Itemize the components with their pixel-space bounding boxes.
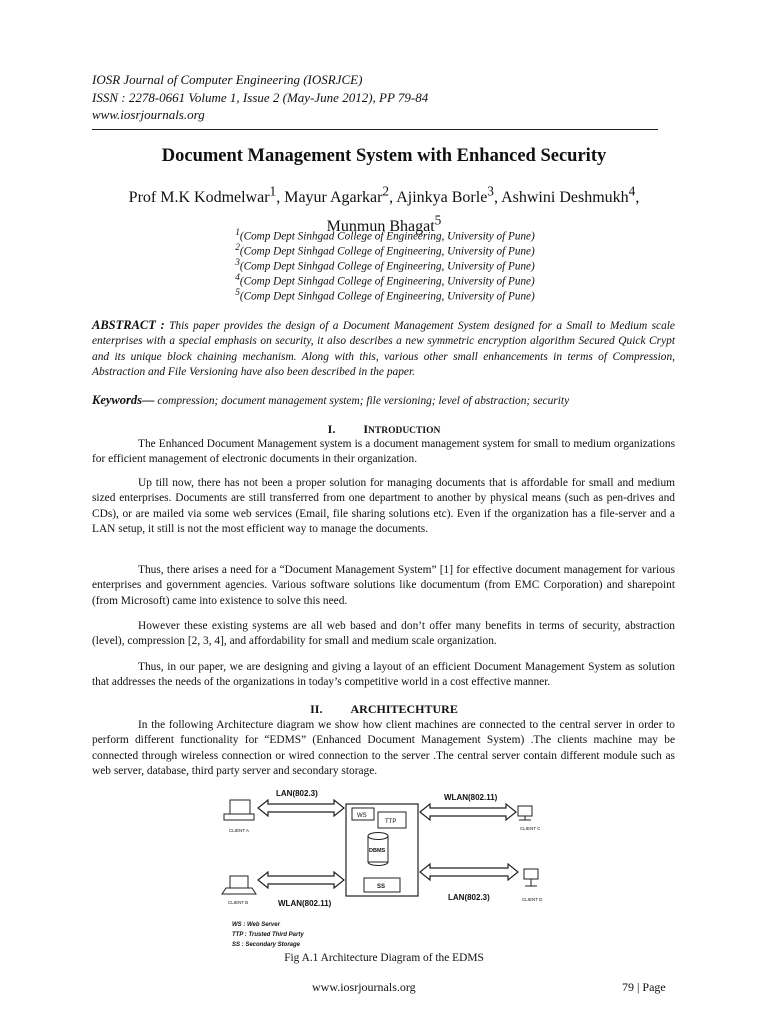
client-d-computer-icon: [524, 869, 538, 886]
lan-bottom-label: LAN(802.3): [448, 893, 490, 902]
affiliation: $^5$(Comp Dept Sinhgad College of Engineering, University of Pune): [235, 288, 535, 303]
journal-issn: ISSN : 2278-0661 Volume 1, Issue 2 (May-June 2012), PP 79-84: [92, 90, 429, 105]
section-heading-architecture: II. ARCHITECHTURE: [310, 702, 458, 716]
arrow-wlan-top: [420, 804, 516, 820]
author: Prof M.K Kodmelwar$^1$,: [128, 184, 285, 207]
wlan-top-label: WLAN(802.11): [444, 793, 498, 802]
header-rule: [92, 129, 658, 130]
affiliation: $^4$(Comp Dept Sinhgad College of Engineering, University of Pune): [235, 273, 535, 288]
legend-item: TTP : Trusted Third Party: [232, 932, 304, 938]
ttp-label: TTP: [385, 819, 397, 825]
author: Munmun Bhagat$^5$: [326, 212, 442, 235]
affiliation: $^3$(Comp Dept Sinhgad College of Engineering, University of Pune): [235, 258, 535, 273]
abstract: [92, 318, 675, 380]
lan-top-label: LAN(802.3): [276, 789, 318, 798]
client-b-laptop-icon: [222, 876, 256, 894]
keywords: [92, 393, 569, 408]
affiliation: $^2$(Comp Dept Sinhgad College of Engineering, University of Pune): [235, 243, 535, 258]
paragraph: Thus, in our paper, we are designing and giving a layout of an efficient Document Management System as solution that addresses the needs of the organizations in today’s competitive world in a cost effective manner.: [92, 661, 675, 689]
client-a-computer-icon: [224, 800, 254, 820]
paragraph: Up till now, there has not been a proper solution for managing documents that is affordable for small and medium sized enterprises. Documents are still transferred from one department to another by physical means (such as pen-drives and CDs), or are mailed via some web services (Email, file sharing solutions etc). Even if the organization has a file-server and a LAN setup, it still is not the most efficient way to manage the documents.: [92, 477, 675, 536]
paper-title: Document Management System with Enhanced Security: [161, 146, 607, 166]
dbms-label: DBMS: [369, 848, 386, 854]
client-c-label: CLIENT C: [520, 826, 541, 831]
arrow-lan-top: [258, 800, 344, 816]
client-a-label: CLIENT A: [229, 828, 249, 833]
client-d-label: CLIENT D: [522, 897, 543, 902]
legend-item: SS : Secondary Storage: [232, 942, 301, 948]
paragraph: Thus, there arises a need for a “Document Management System” [1] for effective document management for various enterprises and government agencies. Various software solutions like documentum (from EMC Corporation) and sharepoint (from Microsoft) came into existence to solve this need.: [92, 564, 675, 607]
architecture-diagram: [216, 784, 556, 954]
keywords-text: compression; document management system; file versioning; level of abstraction; security: [157, 395, 570, 407]
paragraph: However these existing systems are all web based and don’t offer many benefits in terms of security, abstraction (level), compression [2, 3, 4], and affordability for small and medium scale organization.: [92, 620, 675, 648]
abstract-label: ABSTRACT :: [92, 318, 165, 332]
arrow-wlan-bottom: [258, 872, 344, 888]
affiliation: $^1$(Comp Dept Sinhgad College of Engineering, University of Pune): [235, 228, 535, 243]
section-heading-introduction: I. INTRODUCTION: [327, 422, 441, 436]
paragraph: The Enhanced Document Management system is a document management system for small to medium organizations for efficient management of electronic documents in their organization.: [92, 438, 675, 466]
author: Ashwini Deshmukh$^4$,: [501, 184, 640, 207]
ws-label: WS: [357, 813, 367, 819]
abstract-text: This paper provides the design of a Document Management System designed for a Small to Medium scale enterprises with a special emphasis on security, it also describes a new symmetric encryption algorithm Secured Quick Crypt and its unique block chaining mechanism. Along with this, various other small enhancements in terms of Compression, Abstraction and File Versioning have also been described in the paper.: [92, 320, 675, 378]
legend-item: WS : Web Server: [232, 922, 280, 928]
client-c-computer-icon: [518, 806, 532, 820]
ss-label: SS: [377, 884, 386, 890]
journal-name: IOSR Journal of Computer Engineering (IOSRJCE): [92, 72, 363, 87]
figure-caption: Fig A.1 Architecture Diagram of the EDMS: [284, 952, 484, 964]
author: Ajinkya Borle$^3$,: [396, 184, 502, 207]
paragraph: In the following Architecture diagram we show how client machines are connected to the central server in order to perform different functionality for “EDMS” (Enhanced Document Management System) .The clients machine may be connected through wireless connection or wired connection to the server .The central server contain different module such as web server, database, third party server and secondary storage.: [92, 719, 675, 778]
arrow-lan-bottom: [420, 864, 518, 880]
client-b-label: CLIENT B: [228, 900, 249, 905]
page-number: 79 | Page: [622, 980, 666, 994]
keywords-label: Keywords—: [92, 393, 155, 407]
wlan-bottom-label: WLAN(802.11): [278, 899, 332, 908]
footer-website: www.iosrjournals.org: [312, 980, 416, 994]
journal-website: www.iosrjournals.org: [92, 107, 205, 122]
author: Mayur Agarkar$^2$,: [284, 184, 397, 207]
